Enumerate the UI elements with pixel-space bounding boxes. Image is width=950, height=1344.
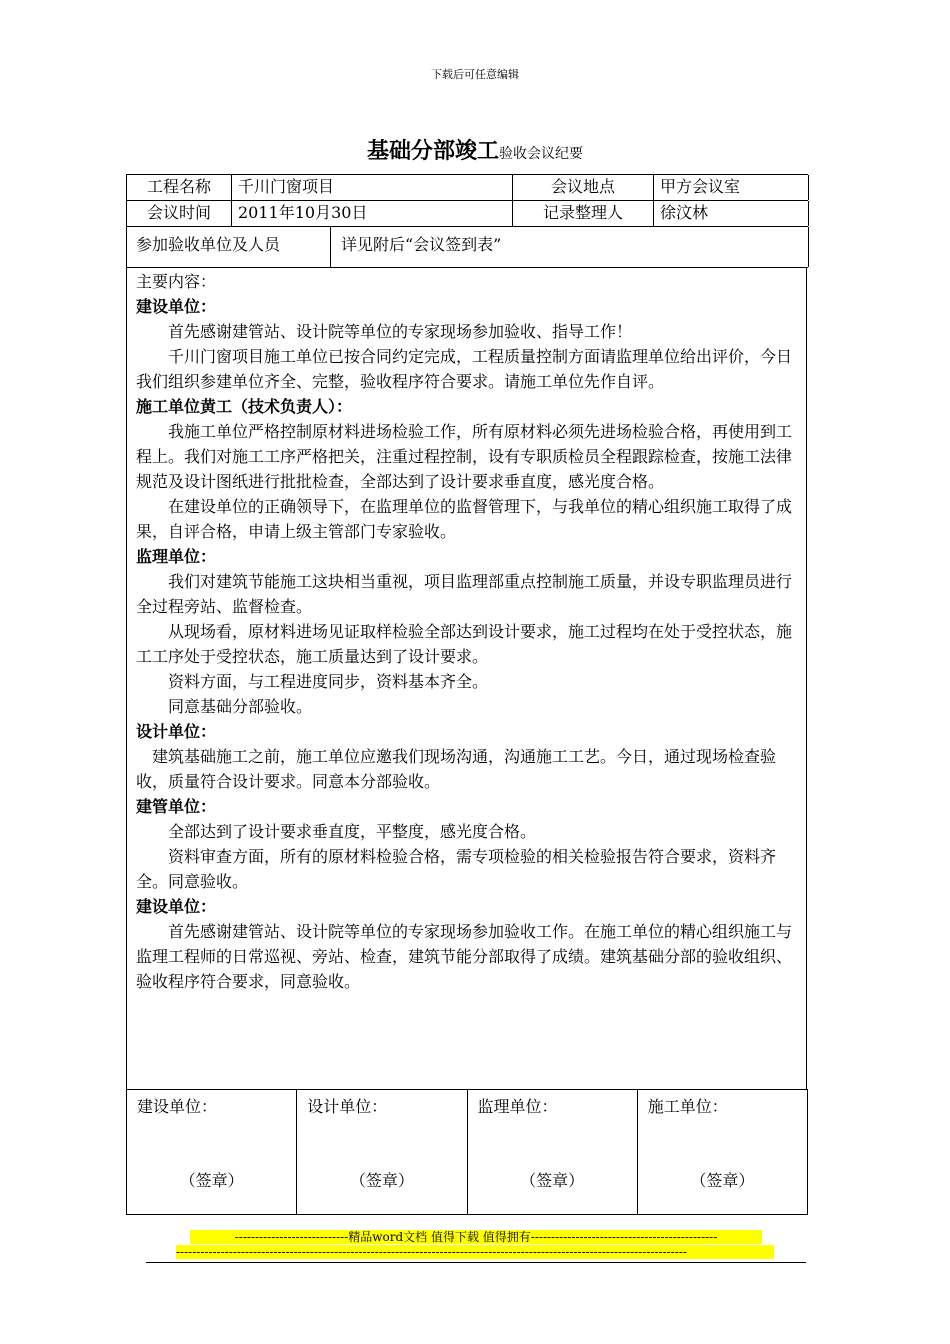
- meeting-content: [126, 267, 807, 1089]
- paragraph: 资料审查方面，所有的原材料检验合格，需专项检验的相关检验报告符合要求，资料齐全。同意验收。: [136, 847, 777, 891]
- footer-dashes: ------------------------------------------------------------------------------------------------------------------------------: [176, 1245, 774, 1259]
- paragraph: 从现场看，原材料进场见证取样检验全部达到设计要求，施工过程均在处于受控状态，施工工序处于受控状态，施工质量达到了设计要求。: [136, 622, 793, 666]
- title-main: 基础分部竣工: [366, 139, 499, 164]
- paragraph: 我们对建筑节能施工这块相当重视，项目监理部重点控制施工质量，并设专职监理员进行全过程旁站、监督检查。: [136, 572, 793, 616]
- content-intro: 主要内容：: [136, 272, 217, 291]
- info-row-1: [126, 175, 809, 200]
- project-label: 工程名称: [127, 175, 232, 200]
- paragraph: 千川门窗项目施工单位已按合同约定完成，工程质量控制方面请监理单位给出评价，今日我们组织参建单位齐全、完整，验收程序符合要求。请施工单位先作自评。: [136, 347, 793, 391]
- signature-stamp: （签章）: [520, 1171, 585, 1190]
- signature-cell: [127, 1090, 297, 1214]
- section-heading: 监理单位：: [136, 547, 217, 566]
- signature-label: 施工单位：: [647, 1097, 728, 1116]
- signature-cell: [297, 1090, 467, 1214]
- section-heading: 建设单位：: [136, 297, 217, 316]
- signature-label: 建设单位：: [137, 1097, 218, 1116]
- signature-row: [126, 1089, 808, 1215]
- info-row-3: [126, 227, 809, 267]
- attendees-value: 详见附后“会议签到表”: [341, 235, 502, 254]
- section-heading: 施工单位黄工（技术负责人）：: [136, 397, 353, 416]
- signature-label: 设计单位：: [307, 1097, 388, 1116]
- paragraph: 在建设单位的正确领导下，在监理单位的监督管理下，与我单位的精心组织施工取得了成果，自评合格，申请上级主管部门专家验收。: [136, 497, 793, 541]
- paragraph: 资料方面，与工程进度同步，资料基本齐全。: [168, 672, 489, 691]
- section-heading: 设计单位：: [136, 722, 217, 741]
- time-label: 会议时间: [127, 201, 232, 226]
- recorder-label: 记录整理人: [513, 201, 654, 226]
- recorder-value: 徐汶林: [660, 203, 709, 222]
- paragraph: 首先感谢建管站、设计院等单位的专家现场参加验收工作。在施工单位的精心组织施工与监理工程师的日常巡视、旁站、检查，建筑节能分部取得了成绩。建筑基础分部的验收组织、验收程序符合要求，同意验收。: [136, 922, 793, 991]
- location-label: 会议地点: [513, 175, 654, 200]
- signature-cell: [638, 1090, 807, 1214]
- paragraph: 建筑基础施工之前，施工单位应邀我们现场沟通，沟通施工工艺。今日，通过现场检查验收，质量符合设计要求。同意本分部验收。: [136, 747, 777, 791]
- project-value: 千川门窗项目: [232, 175, 513, 200]
- signature-stamp: （签章）: [179, 1171, 244, 1190]
- attendees-label: 参加验收单位及人员: [127, 227, 331, 267]
- section-heading: 建设单位：: [136, 897, 217, 916]
- paragraph: 首先感谢建管站、设计院等单位的专家现场参加验收、指导工作！: [168, 322, 633, 341]
- paragraph: 同意基础分部验收。: [168, 697, 313, 716]
- title-sub: 验收会议纪要: [499, 146, 583, 162]
- paragraph: 全部达到了设计要求垂直度，平整度，感光度合格。: [168, 822, 537, 841]
- location-value: 甲方会议室: [660, 177, 741, 196]
- signature-label: 监理单位：: [477, 1097, 558, 1116]
- footer-rule: [146, 1262, 806, 1263]
- signature-stamp: （签章）: [690, 1171, 755, 1190]
- signature-stamp: （签章）: [349, 1171, 414, 1190]
- info-row-2: [126, 201, 809, 226]
- section-heading: 建管单位：: [136, 797, 217, 816]
- paragraph: 我施工单位严格控制原材料进场检验工作，所有原材料必须先进场检验合格，再使用到工程上。我们对施工工序严格把关，注重过程控制，设有专职质检员全程跟踪检查，按施工法律规范及设计图纸进行批批检查，全部达到了设计要求垂直度，感光度合格。: [136, 422, 793, 491]
- footer-banner: ----------------------------精品word文档 值得下载 值得拥有----------------------------------------------: [190, 1230, 762, 1244]
- header-note: 下载后可任意编辑: [431, 68, 519, 81]
- time-value: 2011年10月30日: [232, 201, 513, 226]
- signature-cell: [468, 1090, 638, 1214]
- page-title: [0, 134, 950, 165]
